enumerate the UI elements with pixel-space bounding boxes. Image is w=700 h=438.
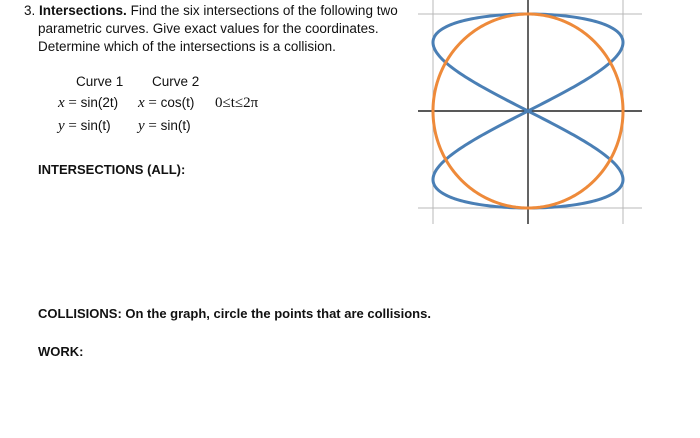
- intersections-label: INTERSECTIONS (ALL):: [38, 162, 186, 177]
- problem-title: Intersections.: [39, 3, 127, 18]
- curve1-header: Curve 1: [76, 74, 124, 89]
- curve2-y-equation: y = sin(t): [138, 118, 191, 134]
- parametric-graph: [418, 0, 642, 224]
- problem-line-2: parametric curves. Give exact values for the coordinates.: [38, 21, 379, 36]
- problem-line-3: Determine which of the intersections is a collision.: [38, 39, 336, 54]
- curve1-y-equation: y = sin(t): [58, 118, 111, 134]
- work-label: WORK:: [38, 344, 84, 359]
- collisions-label: COLLISIONS: On the graph, circle the points that are collisions.: [38, 306, 431, 321]
- curve2-header: Curve 2: [152, 74, 200, 89]
- parameter-domain: 0≤t≤2π: [215, 95, 259, 111]
- problem-line-1: Find the six intersections of the following two: [130, 3, 398, 18]
- curve1-x-equation: x = sin(2t): [58, 95, 119, 111]
- curve2-x-equation: x = cos(t): [138, 95, 195, 111]
- problem-statement: [24, 2, 419, 56]
- problem-number: 3.: [24, 3, 36, 18]
